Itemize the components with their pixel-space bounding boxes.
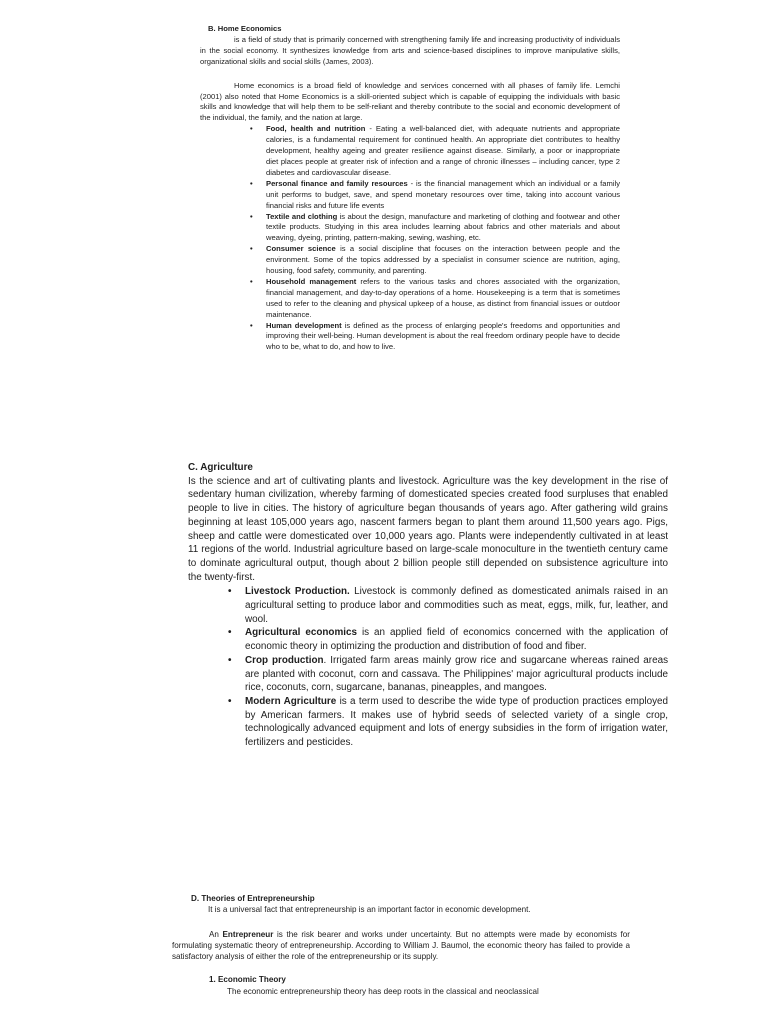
bullet-icon: •: [250, 320, 253, 330]
section-entrepreneurship: [172, 893, 630, 997]
list-item: • Personal finance and family resources - is the financial management which an individual or a family unit performs to budget, save, and spend monetary resources over time, taking into account various financial risks and future life events: [250, 178, 620, 210]
bullet-icon: •: [250, 211, 253, 221]
bullet-icon: •: [228, 695, 232, 707]
section-d-para-1: It is a universal fact that entrepreneurship is an important factor in economic development.: [208, 905, 531, 915]
list-item: • Livestock Production. Livestock is commonly defined as domesticated animals raised in an agricultural setting to produce labor and commodities such as meat, eggs, milk, fur, leather, and wool.: [228, 586, 668, 625]
bullet-icon: •: [250, 124, 253, 134]
bullet-icon: •: [228, 654, 232, 666]
bullet-icon: •: [250, 276, 253, 286]
list-item: • Agricultural economics is an applied field of economics concerned with the application of economic theory in optimizing the production and distribution of food and fiber.: [228, 627, 668, 653]
bullet-icon: •: [228, 627, 232, 639]
bullet-icon: •: [228, 586, 232, 598]
section-b-para-2: Home economics is a broad field of knowledge and services concerned with all phases of family life. Lemchi (2001) also noted that Home Economics is a skill-oriented subject which is capable of equipping the individuals with basic skills and knowledge that will help them to be self-reliant and thereby contribute to the social and economic development of the individual, the family, and the nation at large.: [200, 80, 620, 123]
bullet-icon: •: [250, 178, 253, 188]
list-item: • Crop production. Irrigated farm areas mainly grow rice and sugarcane whereas rained areas are planted with coconut, corn and cassava. The Philippines' major agricultural products include rice, coconuts, corn, sugarcane, bananas, pineapples, and mangoes.: [228, 654, 669, 694]
section-home-economics: [200, 24, 620, 353]
list-item: • Modern Agriculture is a term used to describe the wide type of production practices employed by American farmers. It makes use of hybrid seeds of selected variety of a single crop, technologically advanced equipment and lots of energy subsidies in the form of irrigation water, fertilizers and pesticides.: [228, 695, 668, 749]
section-agriculture: [188, 461, 668, 750]
list-item: • Household management refers to the various tasks and chores associated with the organization, financial management, and day-to-day operations of a home. Housekeeping is a term that is sometimes used to refer to the cleaning and physical upkeep of a house, as distinct from financial issues or outdoor maintenance.: [250, 276, 620, 319]
section-c-para-1: Is the science and art of cultivating plants and livestock. Agriculture was the key development in the rise of sedentary human civilization, whereby farming of domesticated species created food surpluses that enabled people to live in cities. The history of agriculture began thousands of years ago. After gathering wild grains beginning at least 105,000 years ago, nascent farmers began to plant them around 11,500 years ago. Pigs, sheep and cattle were domesticated over 10,000 years ago. Plants were independently cultivated in at least 11 regions of the world. Industrial agriculture based on large-scale monoculture in the twentieth century came to dominate agricultural output, though about 2 billion people still depended on subsistence agriculture into the twenty-first.: [188, 475, 668, 583]
list-item: • Human development is defined as the process of enlarging people's freedoms and opportunities and improving their well-being. Human development is about the real freedom ordinary people have to decide who to be, what to do, and how to live.: [250, 320, 621, 352]
list-item: • Food, health and nutrition - Eating a well-balanced diet, with adequate nutrients and appropriate calories, is a fundamental requirement for continued health. An appropriate diet contributes to healthy development, healthy ageing and greater resilience against disease. Similarly, a poor or inappropriate diet places people at greater risk of infection and a range of chronic illnesses – including cancer, type 2 diabetes and cardiovascular disease.: [250, 124, 620, 177]
section-b-para-1: is a field of study that is primarily concerned with strengthening family life and increasing productivity of individuals in the social economy. It synthesizes knowledge from arts and science-based disciplines to improve manipulative skills, organizational skills and social skills (James, 2003).: [200, 34, 620, 66]
list-item: • Textile and clothing is about the design, manufacture and marketing of clothing and footwear and other textile products. Studying in this area includes learning about fabrics and other materials and about weaving, dyeing, printing, pattern-making, sewing, washing, etc.: [250, 211, 620, 243]
section-b-heading: B. Home Economics: [208, 24, 282, 33]
section-d-para-2: An Entrepreneur is the risk bearer and works under uncertainty. But no attempts were made by economists for formulating systematic theory of entrepreneurship. According to William J. Baumol, the economic theory has failed to provide a satisfactory analysis of either the role of the entrepreneurship or its supply.: [172, 929, 630, 962]
economic-theory-para: The economic entrepreneurship theory has deep roots in the classical and neoclassical: [227, 986, 539, 996]
section-c-bullet-list: [228, 585, 669, 749]
bullet-icon: •: [250, 244, 253, 254]
section-d-heading: D. Theories of Entrepreneurship: [191, 894, 315, 903]
list-item: • Consumer science is a social discipline that focuses on the interaction between people and the environment. Some of the topics addressed by a specialist in consumer science are nutrition, aging, housing, food safety, community, and parenting.: [250, 244, 620, 276]
section-c-heading: C. Agriculture: [188, 462, 253, 473]
section-b-bullet-list: [250, 124, 621, 353]
economic-theory-heading: 1. Economic Theory: [209, 975, 286, 985]
